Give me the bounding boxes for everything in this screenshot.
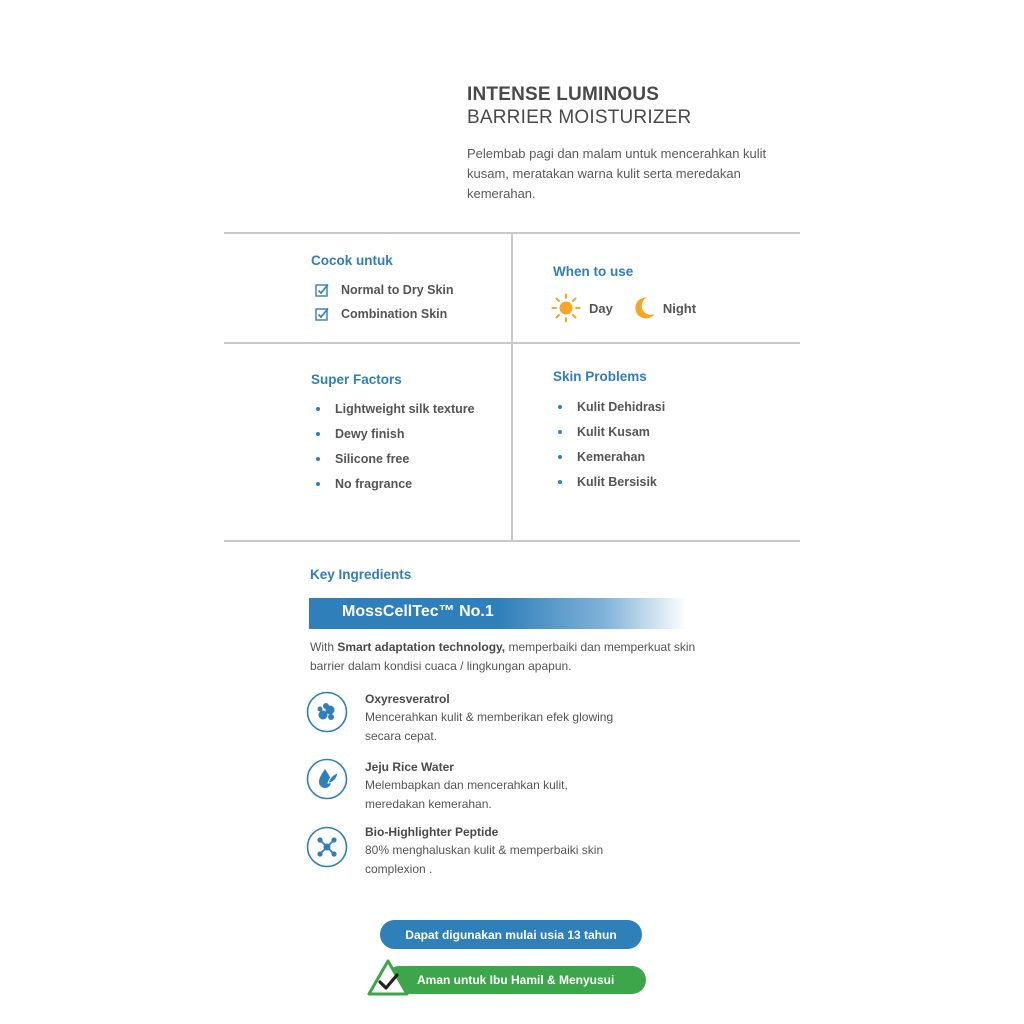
when-to-use-title: When to use xyxy=(553,264,634,279)
super-factor-label: Dewy finish xyxy=(335,426,405,441)
skin-problem-label: Kulit Kusam xyxy=(577,424,650,439)
checkbox-icon xyxy=(315,307,329,321)
check-triangle-icon xyxy=(366,958,410,998)
sun-icon xyxy=(551,293,581,323)
super-factor-label: Lightweight silk texture xyxy=(335,401,475,416)
skin-problem-label: Kulit Bersisik xyxy=(577,474,657,489)
ingredient-name: Oxyresveratrol xyxy=(365,692,450,706)
peptide-network-icon xyxy=(306,826,348,868)
list-item xyxy=(316,396,475,421)
product-description: Pelembab pagi dan malam untuk mencerahkan kulit kusam, meratakan warna kulit serta meredakan kemerahan. xyxy=(467,146,767,201)
cocok-item-label: Combination Skin xyxy=(341,307,448,321)
bullet-icon xyxy=(316,432,320,436)
bullet-icon xyxy=(316,482,320,486)
list-item xyxy=(558,469,665,494)
day-label: Day xyxy=(589,300,613,316)
key-ingredients-intro xyxy=(310,638,730,676)
super-factor-label: Silicone free xyxy=(335,451,410,466)
cocok-item-label: Normal to Dry Skin xyxy=(341,283,454,297)
cocok-untuk-title: Cocok untuk xyxy=(311,253,393,268)
list-item xyxy=(316,421,475,446)
bullet-icon xyxy=(316,407,320,411)
bullet-icon xyxy=(558,455,562,459)
ingredient-name: Bio-Highlighter Peptide xyxy=(365,825,499,839)
night-label: Night xyxy=(662,300,697,316)
bullet-icon xyxy=(558,430,562,434)
skin-problem-label: Kemerahan xyxy=(577,449,646,464)
skin-problems-list xyxy=(558,394,665,494)
list-item xyxy=(558,419,665,444)
product-title-line2: BARRIER MOISTURIZER xyxy=(467,107,692,128)
skin-problems-title: Skin Problems xyxy=(553,369,647,384)
checkbox-icon xyxy=(315,283,329,297)
bullet-icon xyxy=(558,405,562,409)
bullet-icon xyxy=(558,480,562,484)
list-item xyxy=(315,283,454,297)
product-title-line1: INTENSE LUMINOUS xyxy=(467,84,660,105)
mosscelltec-banner xyxy=(309,598,687,629)
super-factors-list xyxy=(316,396,475,496)
divider-vertical xyxy=(511,234,513,542)
safe-badge xyxy=(385,966,646,994)
ingredient-description: Melembapkan dan mencerahkan kulit, meredakan kemerahan. xyxy=(365,778,568,811)
when-to-use-row xyxy=(551,293,696,323)
intro-suffix: memperbaiki dan memperkuat skin barrier dalam kondisi cuaca / lingkungan apapun. xyxy=(310,640,696,673)
super-factor-label: No fragrance xyxy=(335,476,413,491)
list-item xyxy=(315,307,447,321)
moon-icon xyxy=(631,295,657,321)
skin-problem-label: Kulit Dehidrasi xyxy=(577,399,666,414)
list-item xyxy=(558,394,665,419)
molecule-cluster-icon xyxy=(306,691,348,733)
ingredient-description: Mencerahkan kulit & memberikan efek glowing secara cepat. xyxy=(365,710,614,743)
ingredient-name: Jeju Rice Water xyxy=(365,760,454,774)
super-factors-title: Super Factors xyxy=(311,372,402,387)
bullet-icon xyxy=(316,457,320,461)
age-badge: Dapat digunakan mulai usia 13 tahun xyxy=(380,920,642,949)
list-item xyxy=(558,444,665,469)
key-ingredients-title: Key Ingredients xyxy=(310,567,412,582)
safe-badge-label: Aman untuk Ibu Hamil & Menyusui xyxy=(417,973,615,987)
list-item xyxy=(316,471,475,496)
list-item xyxy=(316,446,475,471)
mosscelltec-banner-label: MossCellTec™ No.1 xyxy=(342,603,494,620)
ingredient-description: 80% menghaluskan kulit & memperbaiki skin complexion . xyxy=(365,843,604,876)
water-drop-leaf-icon xyxy=(306,758,348,800)
intro-prefix: With xyxy=(310,640,338,654)
intro-bold: Smart adaptation technology, xyxy=(337,640,506,654)
